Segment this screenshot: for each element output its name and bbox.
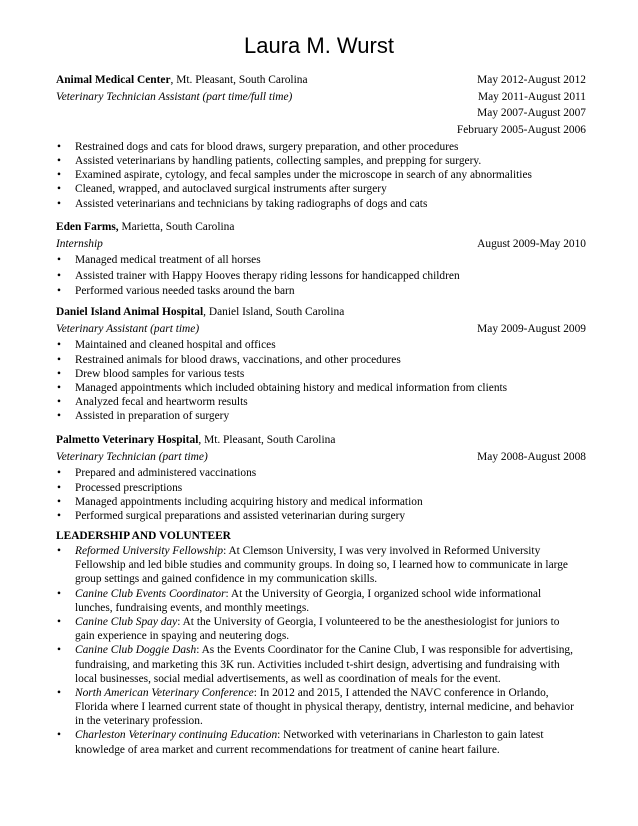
bullet-icon: • (57, 729, 61, 742)
list-item: • Assisted trainer with Happy Hooves therapy riding lessons for handicapped children (56, 269, 586, 285)
job-date: August 2009-May 2010 (477, 237, 586, 250)
list-item: • Performed various needed tasks around the barn (56, 284, 586, 300)
list-item: • Assisted veterinarians and technicians by taking radiographs of dogs and cats (57, 197, 428, 210)
list-item: • Reformed University Fellowship: At Clemson University, I was very involved in Reformed University Fellowship and led bible studies and community groups. In doing so, I learned how to communicate in large group settings and gained confidence in my communication skills. (57, 545, 568, 586)
bullet-icon: • (57, 644, 61, 657)
bullet-icon: • (57, 686, 61, 699)
item-title: Canine Club Doggie Dash (75, 644, 197, 657)
list-item: • Managed medical treatment of all horses (56, 253, 586, 269)
item-title: Reformed University Fellowship (75, 545, 224, 557)
item-title: Canine Club Events Coordinator (75, 587, 226, 600)
item-title: Canine Club Spay day (75, 615, 178, 628)
leadership-section (56, 528, 586, 757)
list-item: • Restrained dogs and cats for blood draws, surgery preparation, and other procedures (57, 140, 459, 153)
job-role: Veterinary Technician Assistant (part time/full time) (56, 90, 293, 103)
job-location: Marietta, South Carolina (118, 221, 235, 233)
bullet-icon: • (57, 254, 61, 267)
bullet-icon: • (57, 269, 61, 282)
bullet-icon: • (57, 339, 61, 352)
job-date: February 2005-August 2006 (456, 124, 586, 137)
bullet-icon: • (57, 410, 61, 423)
job-location: , Mt. Pleasant, South Carolina (170, 74, 308, 86)
list-item: • Canine Club Doggie Dash: As the Events Coordinator for the Canine Club, I was responsible for advertising, fundraising, and marketing this 3K run. Activities included t-shirt design, advertising and fundraising with local businesses, social medial advertisements, as well as coordination of meals for the event. (57, 644, 573, 685)
bullet-icon: • (57, 285, 61, 298)
job-date: May 2011-August 2011 (478, 90, 586, 103)
job-eden-farms (56, 219, 586, 300)
leadership-list (56, 544, 586, 757)
job-animal-medical-center (56, 72, 586, 211)
bullet-icon: • (57, 481, 61, 494)
job-daniel-island-animal-hospital (56, 304, 586, 424)
list-item: • Assisted veterinarians by handling patients, collecting samples, and prepping for surgery. (57, 154, 482, 167)
list-item: • Drew blood samples for various tests (57, 367, 245, 380)
list-item: • North American Veterinary Conference: In 2012 and 2015, I attended the NAVC conference in Orlando, Florida where I learned current state of thought in physical therapy, dentistry, internal medicine, and behavior in the veterinary profession. (57, 686, 574, 728)
section-heading: LEADERSHIP AND VOLUNTEER (56, 530, 231, 542)
list-item: • Maintained and cleaned hospital and offices (57, 339, 276, 352)
job-role: Veterinary Technician (part time) (56, 450, 208, 463)
list-item: • Managed appointments which included obtaining history and medical information from clients (57, 381, 508, 394)
bullet-icon: • (57, 367, 61, 380)
job-organization: Palmetto Veterinary Hospital (56, 434, 199, 446)
list-item: • Assisted in preparation of surgery (57, 410, 230, 423)
bullet-icon: • (57, 169, 61, 182)
job-date: May 2012-August 2012 (477, 74, 586, 86)
resume-name: Laura M. Wurst (244, 33, 394, 58)
job-organization: Animal Medical Center (56, 74, 171, 86)
bullet-icon: • (57, 509, 61, 522)
item-title: Charleston Veterinary continuing Education (75, 729, 278, 742)
list-item: • Restrained animals for blood draws, vaccinations, and other procedures (57, 353, 401, 366)
bullet-icon: • (57, 197, 61, 210)
job-date: May 2009-August 2009 (477, 322, 586, 335)
list-item: • Examined aspirate, cytology, and fecal samples under the microscope in search of any abnormalities (57, 169, 532, 182)
job-duties-list (56, 253, 586, 300)
bullet-icon: • (57, 353, 61, 366)
list-item: • Performed surgical preparations and assisted veterinarian during surgery (57, 509, 406, 522)
bullet-icon: • (57, 154, 61, 167)
list-item: • Canine Club Spay day: At the University of Georgia, I volunteered to be the anesthesiologist for juniors to gain experience in spaying and neutering dogs. (57, 615, 560, 643)
job-date: May 2007-August 2007 (477, 107, 586, 120)
bullet-icon: • (57, 396, 61, 409)
list-item: • Analyzed fecal and heartworm results (57, 396, 248, 409)
list-item: • Charleston Veterinary continuing Education: Networked with veterinarians in Charleston to gain latest knowledge of area market and current recommendations for treatment of canine heart failure. (57, 729, 544, 756)
list-item: • Cleaned, wrapped, and autoclaved surgical instruments after surgery (57, 183, 387, 196)
job-palmetto-veterinary-hospital (56, 432, 586, 523)
job-organization: Daniel Island Animal Hospital (56, 306, 204, 318)
job-date: May 2008-August 2008 (477, 450, 586, 463)
item-title: North American Veterinary Conference (75, 686, 254, 699)
job-duties-list (56, 466, 586, 523)
list-item: • Processed prescriptions (57, 481, 183, 494)
job-organization: Eden Farms, (56, 221, 119, 233)
list-item: • Prepared and administered vaccinations (57, 467, 257, 480)
list-item: • Canine Club Events Coordinator: At the University of Georgia, I organized school wide informational lunches, fundraising events, and monthly meetings. (57, 587, 542, 614)
bullet-icon: • (57, 381, 61, 394)
job-duties-list (56, 338, 586, 423)
bullet-icon: • (57, 140, 61, 153)
job-role: Veterinary Assistant (part time) (56, 322, 200, 335)
job-role: Internship (56, 237, 103, 250)
bullet-icon: • (57, 495, 61, 508)
job-location: , Daniel Island, South Carolina (203, 306, 345, 318)
bullet-icon: • (57, 467, 61, 480)
job-duties-list (56, 140, 586, 211)
bullet-icon: • (57, 615, 61, 628)
job-header (56, 72, 586, 89)
job-location: , Mt. Pleasant, South Carolina (198, 434, 336, 446)
bullet-icon: • (57, 545, 61, 557)
bullet-icon: • (57, 587, 61, 600)
bullet-icon: • (57, 183, 61, 196)
list-item: • Managed appointments including acquiring history and medical information (57, 495, 423, 508)
